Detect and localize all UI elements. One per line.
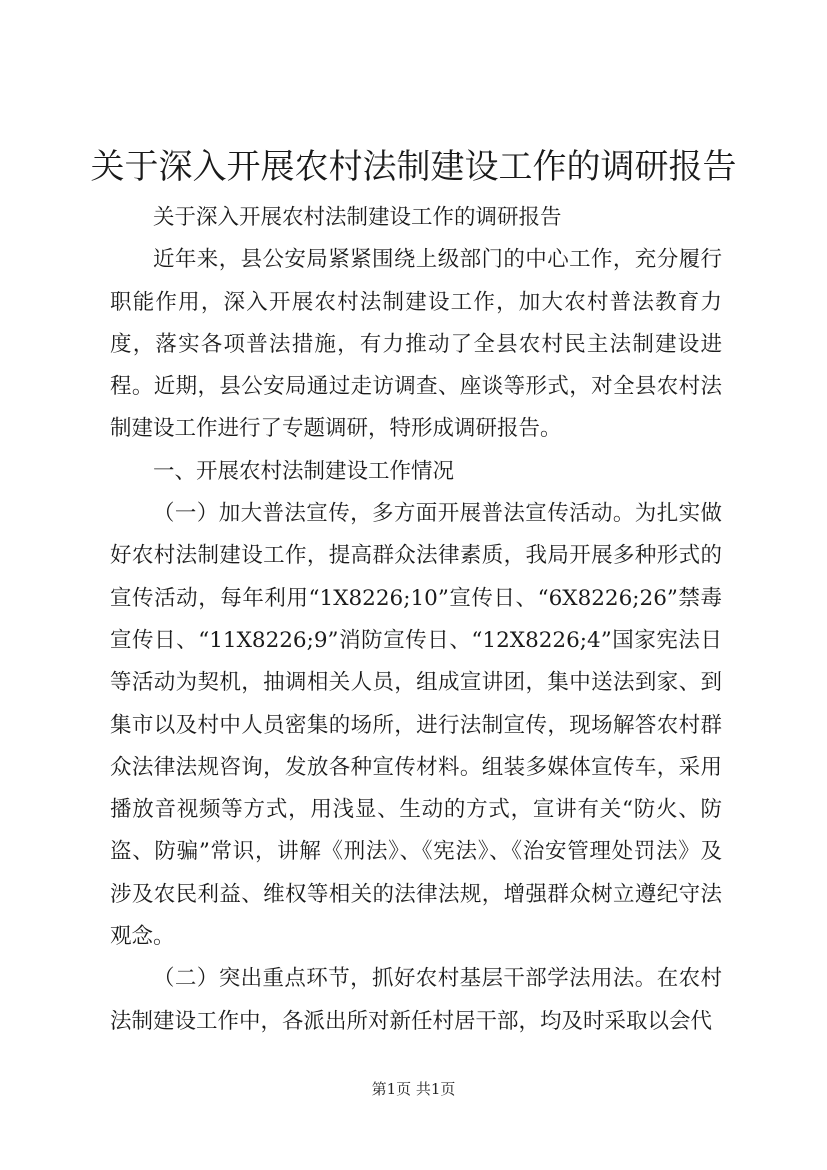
- body-paragraph: （一）加大普法宣传，多方面开展普法宣传活动。为扎实做好农村法制建设工作，提高群众法律素质，我局开展多种形式的宣传活动，每年利用“1X8226;10”宣传日、“6X8226;26”禁毒宣传日、“11X8226;9”消防宣传日、“12X8226;4”国家宪法日等活动为契机，抽调相关人员，组成宣讲团，集中送法到家、到集市以及村中人员密集的场所，进行法制宣传，现场解答农村群众法律法规咨询，发放各种宣传材料。组装多媒体宣传车，采用播放音视频等方式，用浅显、生动的方式，宣讲有关“防火、防盗、防骗”常识，讲解《刑法》、《宪法》、《治安管理处罚法》及涉及农民利益、维权等相关的法律法规，增强群众树立遵纪守法观念。: [110, 501, 722, 950]
- subtitle-paragraph: 关于深入开展农村法制建设工作的调研报告: [153, 205, 562, 230]
- intro-paragraph: 近年来，县公安局紧紧围绕上级部门的中心工作，充分履行职能作用，深入开展农村法制建设工作，加大农村普法教育力度，落实各项普法措施，有力推动了全县农村民主法制建设进程。近期，县公安局通过走访调查、座谈等形式，对全县农村法制建设工作进行了专题调研，特形成调研报告。: [110, 247, 722, 442]
- document-title: 关于深入开展农村法制建设工作的调研报告: [90, 147, 737, 187]
- section-heading: 一、开展农村法制建设工作情况: [153, 458, 455, 484]
- document-body: [110, 197, 722, 1043]
- body-paragraph: （二）突出重点环节，抓好农村基层干部学法用法。在农村法制建设工作中，各派出所对新任村居干部，均及时采取以会代: [110, 966, 722, 1034]
- page-footer: 第1页 共1页: [371, 1080, 456, 1098]
